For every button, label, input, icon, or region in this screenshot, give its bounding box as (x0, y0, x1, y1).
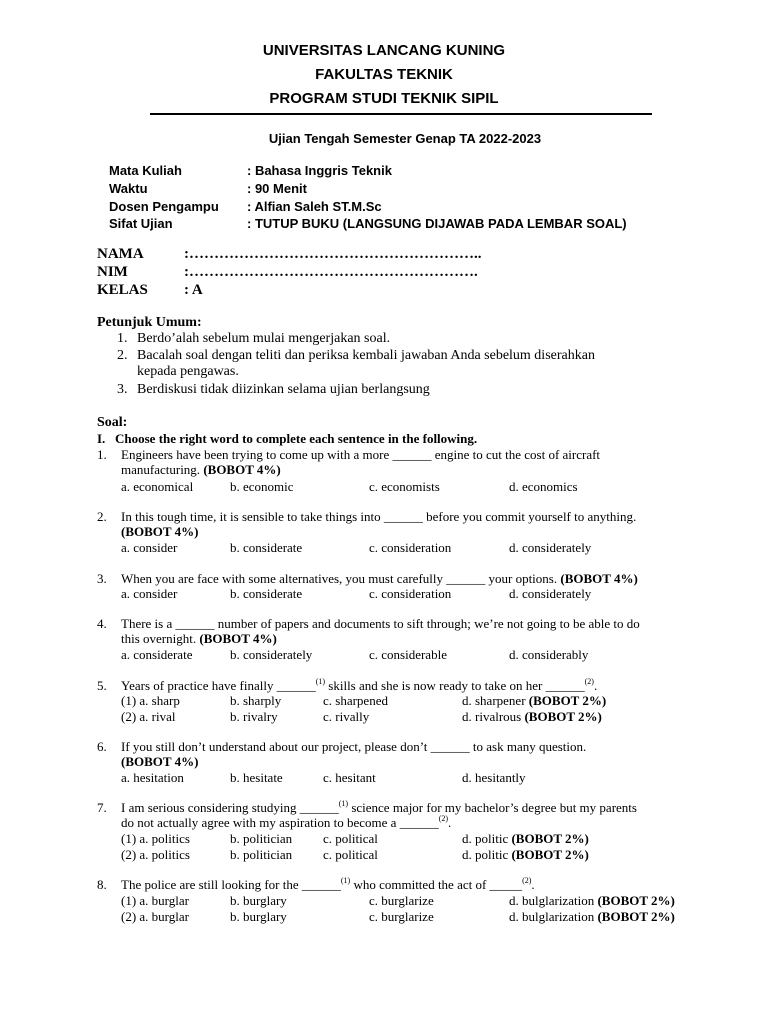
option: a. economical (121, 479, 194, 494)
info-label: Mata Kuliah (109, 163, 182, 178)
info-label: Dosen Pengampu (109, 199, 219, 214)
option: b. rivalry (230, 709, 278, 724)
weight-badge: (BOBOT 2%) (511, 831, 589, 846)
weight-badge: (BOBOT 4%) (560, 571, 638, 586)
info-value: : Alfian Saleh ST.M.Sc (247, 199, 382, 214)
option: d. bulglarization (509, 893, 595, 908)
option: b. economic (230, 479, 294, 494)
option-with-weight (462, 709, 602, 725)
option: b. politician (230, 847, 293, 862)
question-text: Engineers have been trying to come up with a more ______ engine to cut the cost of aircraft (121, 447, 601, 462)
option: (2) a. burglar (121, 909, 189, 924)
question-text-cont (121, 462, 281, 478)
weight-badge: (BOBOT 2%) (511, 847, 589, 862)
option: d. rivalrous (462, 709, 522, 724)
option: d. hesitantly (462, 770, 526, 785)
blank-marker: (2) (438, 814, 449, 823)
identity-label: NAMA (97, 246, 144, 262)
weight-badge: (BOBOT 4%) (121, 524, 199, 539)
option: (1) a. politics (121, 831, 190, 846)
identity-value: :………………………………………………….. (184, 246, 482, 262)
question-text: science major for my bachelor’s degree but my parents (348, 800, 637, 815)
blank-marker: (1) (340, 876, 351, 885)
question-text-cont (121, 631, 277, 647)
instruction-num: 2. (117, 348, 128, 363)
question-number: 7. (97, 800, 107, 815)
option: c. considerable (369, 647, 447, 662)
question-text: In this tough time, it is sensible to take things into ______ before you commit yourself to anything. (121, 509, 637, 524)
question-text: . (531, 877, 535, 892)
instructions-title: Petunjuk Umum: (97, 315, 202, 330)
weight-badge: (BOBOT 4%) (203, 462, 281, 477)
option: c. consideration (369, 586, 452, 601)
option: c. rivally (323, 709, 370, 724)
question-text: If you still don’t understand about our project, please don’t ______ to ask many question. (121, 739, 587, 754)
identity-label: NIM (97, 264, 128, 280)
option: a. consider (121, 540, 178, 555)
question-text: do not actually agree with my aspiration to become a ______ (121, 815, 439, 830)
blank-marker: (2) (522, 876, 532, 885)
weight-badge: (BOBOT 2%) (597, 909, 675, 924)
instruction-text: Bacalah soal dengan teliti dan periksa kembali jawaban Anda sebelum diserahkan (137, 348, 595, 363)
option: d. politic (462, 831, 509, 846)
question-text: The police are still looking for the ______ (121, 877, 341, 892)
question-number: 8. (97, 877, 107, 892)
instruction-text: Berdiskusi tidak diizinkan selama ujian berlangsung (137, 382, 430, 397)
option: c. hesitant (323, 770, 376, 785)
option: d. considerately (509, 540, 592, 555)
weight-badge: (BOBOT 2%) (597, 893, 675, 908)
instruction-text: Berdo’alah sebelum mulai mengerjakan soal. (137, 331, 391, 346)
question-text: I am serious considering studying ______ (121, 800, 339, 815)
weight-badge: (BOBOT 4%) (121, 754, 199, 769)
weight-badge: (BOBOT 4%) (199, 631, 277, 646)
question-text: manufacturing. (121, 462, 201, 477)
question-text-line (121, 815, 451, 831)
option: c. consideration (369, 540, 452, 555)
option: d. considerably (509, 647, 589, 662)
question-text-line (121, 678, 597, 694)
question-text: this overnight. (121, 631, 197, 646)
weight-badge: (BOBOT 2%) (528, 693, 607, 708)
option: c. burglarize (369, 893, 434, 908)
option: (2) a. politics (121, 847, 190, 862)
option: b. sharply (230, 693, 282, 708)
option-with-weight (509, 909, 675, 925)
info-value: : 90 Menit (247, 181, 307, 196)
question-number: 1. (97, 447, 107, 462)
header-divider (150, 113, 652, 115)
question-text: skills and she is now ready to take on her ______ (325, 678, 585, 693)
section-instruction: Choose the right word to complete each sentence in the following. (115, 431, 478, 446)
question-text: . (448, 815, 452, 830)
soal-title: Soal: (97, 415, 128, 430)
program-name: PROGRAM STUDI TEKNIK SIPIL (269, 90, 499, 107)
option: c. political (323, 831, 378, 846)
option: c. economists (369, 479, 440, 494)
option: d. sharpener (462, 693, 526, 708)
info-value: : TUTUP BUKU (LANGSUNG DIJAWAB PADA LEMBAR SOAL) (247, 216, 627, 231)
weight-badge: (BOBOT 2%) (524, 709, 602, 724)
option: b. politician (230, 831, 293, 846)
question-text: When you are face with some alternatives, you must carefully ______ your options. (121, 571, 558, 586)
option: b. considerately (230, 647, 313, 662)
exam-title: Ujian Tengah Semester Genap TA 2022-2023 (268, 131, 542, 146)
question-text: Years of practice have finally ______ (121, 678, 316, 693)
option: a. hesitation (121, 770, 184, 785)
faculty-name: FAKULTAS TEKNIK (315, 66, 453, 83)
question-text-line (121, 877, 535, 893)
option: c. political (323, 847, 378, 862)
option: b. hesitate (230, 770, 283, 785)
identity-value: : A (184, 282, 203, 298)
option: c. burglarize (369, 909, 434, 924)
option-with-weight (462, 693, 606, 709)
option: (2) a. rival (121, 709, 176, 724)
instruction-num: 3. (117, 382, 128, 397)
instruction-text-cont: kepada pengawas. (137, 364, 239, 379)
option-with-weight (509, 893, 675, 909)
instruction-num: 1. (117, 331, 128, 346)
option-with-weight (462, 847, 589, 863)
identity-value: :…………………………………………………. (184, 264, 478, 280)
question-number: 3. (97, 571, 107, 586)
option: a. considerate (121, 647, 193, 662)
question-text-line (121, 571, 638, 587)
info-value: : Bahasa Inggris Teknik (247, 163, 392, 178)
option: d. considerately (509, 586, 592, 601)
option: d. bulglarization (509, 909, 595, 924)
question-text: . (593, 678, 598, 693)
question-text: There is a ______ number of papers and documents to sift through; we’re not going to be able to do (121, 616, 640, 631)
question-text-line (121, 800, 637, 816)
option: (1) a. sharp (121, 693, 180, 708)
option: d. economics (509, 479, 578, 494)
blank-marker: (1) (338, 799, 349, 808)
blank-marker: (2) (584, 677, 594, 686)
option: b. considerate (230, 540, 303, 555)
blank-marker: (1) (315, 677, 326, 686)
option: a. consider (121, 586, 178, 601)
info-label: Sifat Ujian (109, 216, 173, 231)
option: b. burglary (230, 893, 287, 908)
info-label: Waktu (109, 181, 148, 196)
identity-label: KELAS (97, 282, 148, 298)
option: d. politic (462, 847, 509, 862)
option-with-weight (462, 831, 589, 847)
option: b. burglary (230, 909, 287, 924)
question-number: 6. (97, 739, 107, 754)
question-text: who committed the act of _____ (350, 877, 523, 892)
university-name: UNIVERSITAS LANCANG KUNING (262, 42, 506, 59)
option: (1) a. burglar (121, 893, 189, 908)
option: c. sharpened (323, 693, 388, 708)
question-number: 5. (97, 678, 107, 693)
question-number: 4. (97, 616, 107, 631)
section-number: I. (97, 431, 106, 446)
question-number: 2. (97, 509, 107, 524)
option: b. considerate (230, 586, 303, 601)
